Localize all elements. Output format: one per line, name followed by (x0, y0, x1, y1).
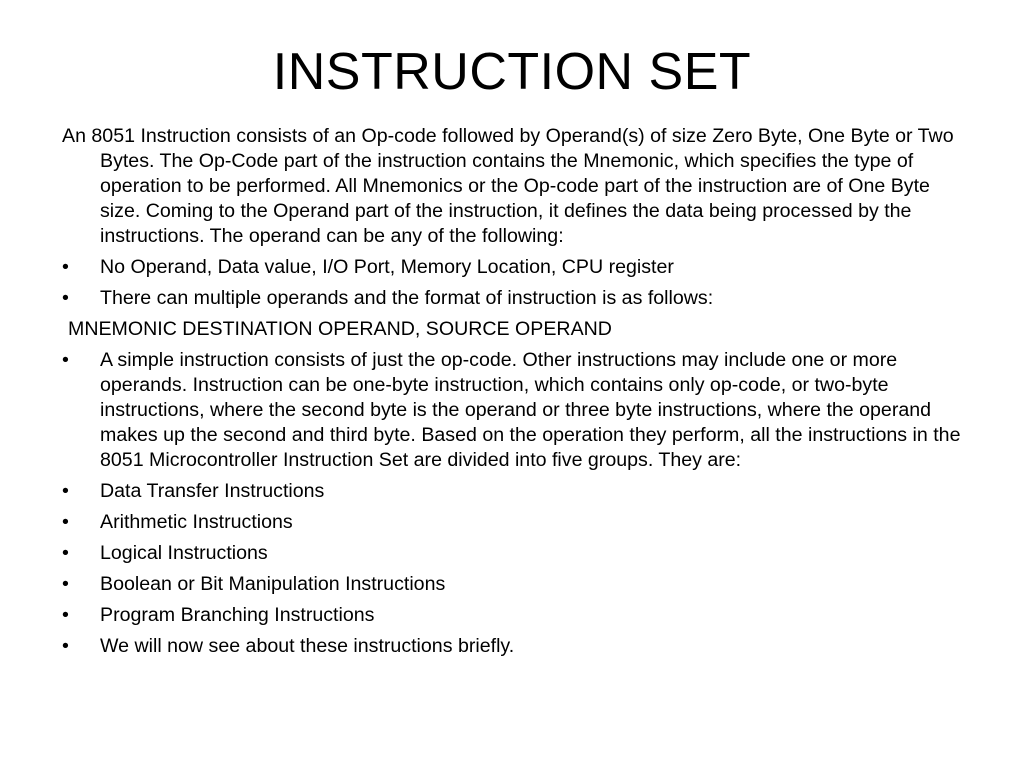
bullet-item (62, 348, 972, 473)
bullet-dot: • (62, 349, 69, 371)
intro-paragraph: An 8051 Instruction consists of an Op-code followed by Operand(s) of size Zero Byte, One Byte or Two Bytes. The Op-Code part of the instruction contains the Mnemonic, which specifies the type of operation to be performed. All Mnemonics or the Op-code part of the instruction are of One Byte size. Coming to the Operand part of the instruction, it defines the data being processed by the instructions. The operand can be any of the following: (62, 125, 954, 247)
bullet-text: Boolean or Bit Manipulation Instructions (100, 573, 446, 595)
bullet-text: We will now see about these instructions briefly. (100, 635, 515, 657)
bullet-dot: • (62, 542, 69, 564)
bullet-dot: • (62, 511, 69, 533)
bullet-item (62, 479, 972, 504)
bullet-dot: • (62, 287, 69, 309)
bullet-dot: • (62, 256, 69, 278)
bullet-dot: • (62, 573, 69, 595)
slide-title: INSTRUCTION SET (272, 43, 752, 101)
bullet-text: Logical Instructions (100, 542, 268, 564)
bullet-dot: • (62, 604, 69, 626)
instruction-format-line: MNEMONIC DESTINATION OPERAND, SOURCE OPERAND (68, 318, 612, 340)
bullet-text: Data Transfer Instructions (100, 480, 325, 502)
bullet-item (62, 572, 972, 597)
bullet-text: No Operand, Data value, I/O Port, Memory Location, CPU register (100, 256, 674, 278)
slide-body (62, 124, 972, 665)
bullet-item (62, 255, 972, 280)
bullet-text: Program Branching Instructions (100, 604, 375, 626)
bullet-item (62, 541, 972, 566)
bullet-text: A simple instruction consists of just the op-code. Other instructions may include one or more operands. Instruction can be one-byte instruction, which contains only op-code, or two-byte instructions, where the second byte is the operand or three byte instructions, where the operand makes up the second and third byte. Based on the operation they perform, all the instructions in the 8051 Microcontroller Instruction Set are divided into five groups. They are: (100, 349, 961, 471)
bullet-dot: • (62, 635, 69, 657)
bullet-dot: • (62, 480, 69, 502)
bullet-item (62, 286, 972, 311)
bullet-item (62, 634, 972, 659)
bullet-text: Arithmetic Instructions (100, 511, 293, 533)
bullet-item (62, 510, 972, 535)
bullet-item (62, 603, 972, 628)
bullet-text: There can multiple operands and the format of instruction is as follows: (100, 287, 714, 309)
